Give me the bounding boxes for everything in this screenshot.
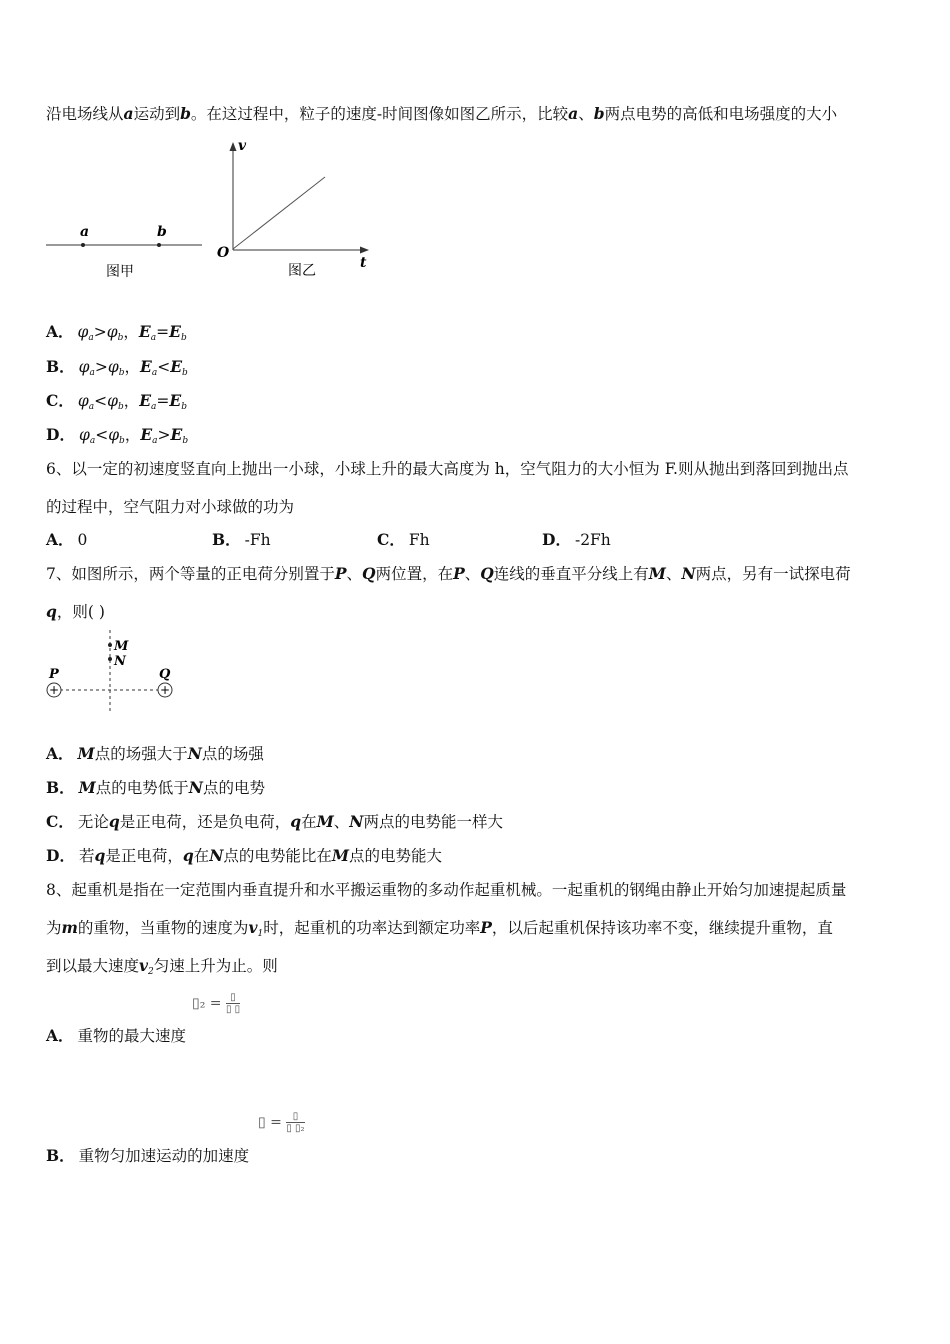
option-label: B． <box>212 530 241 549</box>
e-symbol: E <box>170 425 183 444</box>
q7-stem-line2 <box>46 600 105 622</box>
q8-stem-line3 <box>46 954 278 977</box>
q8-option-a[interactable] <box>46 1024 186 1046</box>
q6-option-c[interactable] <box>377 528 430 550</box>
phi-symbol: φ <box>77 323 89 341</box>
phi-symbol: φ <box>108 426 120 444</box>
phi-relation: > <box>93 323 107 341</box>
option-text: 两点的电势能一样大 <box>363 813 503 831</box>
separator: 、 <box>464 565 481 583</box>
e-relation: = <box>156 323 170 341</box>
option-text: 是正电荷， <box>105 847 183 865</box>
q5-intro-text: 。在这过程中，粒子的速度-时间图像如图乙所示，比较 <box>190 105 569 123</box>
separator: 、 <box>578 105 594 123</box>
separator: 、 <box>665 565 682 583</box>
plus-sign: + <box>48 683 60 697</box>
option-text: Fh <box>408 531 430 549</box>
option-text: 是正电荷，还是负电荷， <box>119 813 291 831</box>
point-n-dot <box>108 657 112 661</box>
option-text: -Fh <box>244 531 271 549</box>
q7-stem-line1 <box>46 562 851 584</box>
point-n: N <box>188 778 203 797</box>
formula-fraction <box>226 992 240 1015</box>
option-text: 点的电势能比在 <box>223 847 332 865</box>
point-b: b <box>180 104 191 123</box>
y-arrow <box>230 142 237 151</box>
point-m: M <box>331 846 350 865</box>
caption-jia: 图甲 <box>106 264 134 280</box>
label-p: P <box>49 667 59 682</box>
option-text: -2Fh <box>574 531 611 549</box>
separator: 、 <box>346 565 363 583</box>
e-symbol: E <box>139 391 152 410</box>
option-text: 0 <box>77 531 88 549</box>
test-charge-q: q <box>94 846 106 865</box>
q7-text: 连线的垂直平分线上有 <box>493 565 649 583</box>
sub-b: b <box>180 333 187 343</box>
q8-text: 的重物，当重物的速度为 <box>77 919 249 937</box>
q6-option-d[interactable] <box>542 528 611 550</box>
option-text: 重物匀加速运动的加速度 <box>78 1147 250 1165</box>
formula-numerator: ▯ <box>286 1111 304 1123</box>
formula-lhs: ▯ = <box>258 1114 282 1131</box>
velocity-v: v <box>139 956 149 975</box>
option-text: 在 <box>193 847 210 865</box>
q7-text: 两点，另有一试探电荷 <box>695 565 851 583</box>
q5-intro <box>46 102 837 124</box>
phi-relation: < <box>94 392 108 410</box>
phi-symbol: φ <box>77 392 89 410</box>
mass-m: m <box>61 918 78 937</box>
e-relation: = <box>156 392 170 410</box>
charge-q: Q <box>480 564 494 583</box>
q5-intro-text: 两点电势的高低和电场强度的大小 <box>604 105 838 123</box>
sub-a: a <box>150 333 157 343</box>
q8-stem-line2 <box>46 916 833 939</box>
e-symbol: E <box>170 357 183 376</box>
charge-q: Q <box>362 564 376 583</box>
point-a: a <box>568 104 579 123</box>
phi-symbol: φ <box>78 426 90 444</box>
sub-a: a <box>152 436 158 446</box>
point-b: b <box>593 104 605 123</box>
point-m-dot <box>108 643 112 647</box>
q7-option-a[interactable] <box>46 742 264 764</box>
q8-option-b[interactable] <box>46 1144 249 1166</box>
q5-option-c[interactable] <box>46 389 187 412</box>
sub-a: a <box>151 368 158 378</box>
point-a: a <box>123 104 134 123</box>
q6-option-b[interactable] <box>212 528 271 550</box>
q5-option-b[interactable] <box>46 355 188 378</box>
e-symbol: E <box>138 322 151 341</box>
charge-p: P <box>334 564 347 583</box>
phi-symbol: φ <box>78 358 90 376</box>
q8-text: 时，起重机的功率达到额定功率 <box>263 919 481 937</box>
sub-a: a <box>89 436 96 446</box>
q5-option-a[interactable] <box>46 320 187 343</box>
point-a-dot <box>81 243 85 247</box>
q8-text: ，以后起重机保持该功率不变，继续提升重物，直 <box>491 919 833 937</box>
q7-option-b[interactable] <box>46 776 265 798</box>
formula-acceleration <box>258 1111 305 1134</box>
sub-b: b <box>182 436 189 446</box>
formula-numerator: ▯ <box>226 992 240 1004</box>
option-label: A． <box>46 1026 74 1045</box>
test-charge-q: q <box>182 846 194 865</box>
option-text: 若 <box>78 847 95 865</box>
power-p: P <box>480 918 492 937</box>
sub-b: b <box>117 402 124 412</box>
axis-t-label: t <box>360 255 367 271</box>
charge-p: P <box>453 564 465 583</box>
option-text: 点的场强 <box>201 745 264 763</box>
q6-stem-line1: 6、以一定的初速度竖直向上抛出一小球，小球上升的最大高度为 h，空气阻力的大小恒为 F.则从抛出到落回到抛出点 <box>46 460 849 478</box>
q8-text: 为 <box>46 919 62 937</box>
label-a: a <box>80 224 90 240</box>
sub-a: a <box>88 402 95 412</box>
sub-a: a <box>151 402 157 412</box>
q8-text: 到以最大速度 <box>46 957 140 975</box>
figure-charges <box>44 628 184 718</box>
q6-stem-line2: 的过程中，空气阻力对小球做的功为 <box>46 498 295 516</box>
test-charge-q: q <box>290 812 302 831</box>
q5-intro-text: 沿电场线从 <box>46 105 124 123</box>
sub-b: b <box>182 368 188 378</box>
option-label: A． <box>46 744 74 763</box>
q8-stem-line1: 8、起重机是指在一定范围内垂直提升和水平搬运重物的多动作起重机械。一起重机的钢绳由静止开始匀加速提起质量 <box>46 881 847 899</box>
formula-denominator: ▯ ▯₂ <box>286 1123 305 1134</box>
e-symbol: E <box>169 322 181 341</box>
q8-text: 匀速上升为止。则 <box>153 957 278 975</box>
point-m: M <box>316 812 334 831</box>
phi-relation: > <box>94 358 108 376</box>
q6-option-a[interactable] <box>46 528 87 550</box>
e-relation: < <box>157 358 171 376</box>
option-text: 点的电势能大 <box>349 847 443 865</box>
q7-option-d[interactable] <box>46 844 442 866</box>
test-charge-q: q <box>46 602 57 621</box>
figure-yi <box>212 138 382 283</box>
comma: ， <box>123 323 139 341</box>
option-label: D． <box>542 530 571 549</box>
q7-text: 7、如图所示，两个等量的正电荷分别置于 <box>46 565 335 583</box>
x-arrow <box>360 247 369 254</box>
subscript-1: 1 <box>257 929 264 939</box>
point-m: M <box>78 778 96 797</box>
option-label: B． <box>46 357 75 376</box>
e-symbol: E <box>169 391 182 410</box>
option-text: 在 <box>301 813 317 831</box>
figure-jia <box>44 222 214 282</box>
point-b-dot <box>157 243 161 247</box>
e-relation: > <box>157 426 171 444</box>
comma: ， <box>124 426 141 444</box>
velocity-v: v <box>248 918 258 937</box>
e-symbol: E <box>139 357 152 376</box>
phi-symbol: φ <box>107 392 118 410</box>
sub-b: b <box>118 368 125 378</box>
q5-intro-text: 运动到 <box>133 105 181 123</box>
formula-lhs: ▯₂ = <box>192 995 222 1012</box>
point-n: N <box>681 564 696 583</box>
option-text: 点的电势低于 <box>95 779 189 797</box>
option-label: A． <box>46 530 74 549</box>
point-n: N <box>209 846 224 865</box>
point-n: N <box>187 744 202 763</box>
phi-relation: < <box>95 426 109 444</box>
q7-option-c[interactable] <box>46 810 503 832</box>
comma: ， <box>123 392 140 410</box>
option-text: 无论 <box>77 813 109 831</box>
origin-label: O <box>217 245 230 261</box>
formula-fraction <box>286 1111 304 1134</box>
phi-symbol: φ <box>106 323 118 341</box>
option-label: C． <box>377 530 405 549</box>
sub-b: b <box>181 402 188 412</box>
formula-denominator: ▯ ▯ <box>225 1004 241 1015</box>
separator: 、 <box>333 813 350 831</box>
option-text: 重物的最大速度 <box>77 1027 187 1045</box>
option-label: D． <box>46 846 75 865</box>
plus-sign: + <box>159 683 171 697</box>
sub-a: a <box>88 333 94 343</box>
e-symbol: E <box>140 425 153 444</box>
label-n: N <box>114 654 126 669</box>
label-b: b <box>157 224 167 240</box>
sub-b: b <box>119 436 125 446</box>
caption-yi: 图乙 <box>288 263 316 279</box>
label-m: M <box>114 639 129 654</box>
formula-max-velocity <box>192 992 240 1015</box>
point-m: M <box>77 744 95 763</box>
q5-option-d[interactable] <box>46 423 188 446</box>
option-label: D． <box>46 425 75 444</box>
label-q: Q <box>159 667 171 682</box>
phi-symbol: φ <box>107 358 119 376</box>
option-label: C． <box>46 391 74 410</box>
velocity-line <box>233 177 325 249</box>
option-label: A． <box>46 322 74 341</box>
sub-b: b <box>117 333 124 343</box>
q7-text: 两位置，在 <box>375 565 454 583</box>
option-label: B． <box>46 1146 75 1165</box>
option-text: 点的场强大于 <box>94 745 188 763</box>
option-text: 点的电势 <box>202 779 265 797</box>
point-n: N <box>349 812 364 831</box>
subscript-2: 2 <box>148 967 154 977</box>
axis-v-label: v <box>238 138 247 154</box>
test-charge-q: q <box>108 812 120 831</box>
point-m: M <box>648 564 666 583</box>
comma: ， <box>124 358 140 376</box>
option-label: B． <box>46 778 75 797</box>
option-label: C． <box>46 812 74 831</box>
sub-a: a <box>89 368 95 378</box>
q7-text: ，则( ) <box>56 603 105 621</box>
